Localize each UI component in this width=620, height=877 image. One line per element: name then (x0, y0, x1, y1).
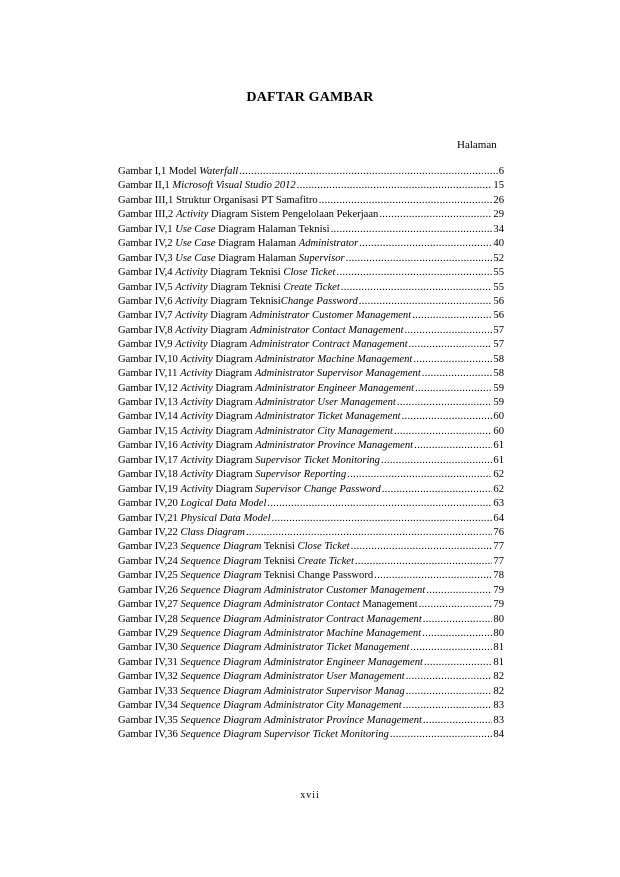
figure-label-italic: Administrator User Management (264, 671, 405, 683)
figure-label-italic: Sequence Diagram (180, 656, 262, 668)
figure-entry (118, 397, 504, 411)
dot-leader (423, 614, 493, 625)
figure-entry (118, 368, 504, 382)
figure-label (118, 614, 422, 625)
figure-label-italic: Activity (180, 483, 213, 495)
figure-label-text: Teknisi Change Password (261, 570, 374, 582)
figure-label-text: Diagram Halaman Teknisi (215, 223, 330, 235)
figure-label-italic: Create Ticket (297, 555, 354, 567)
figure-entry (118, 570, 504, 584)
figure-page-number: 62 (493, 483, 504, 495)
figure-page-number: 55 (493, 267, 504, 279)
figure-page-number: 29 (493, 209, 504, 221)
figure-label-italic: Administrator Customer Management (249, 310, 412, 322)
figure-entry (118, 513, 504, 527)
dot-leader (424, 657, 492, 668)
figure-label-text: Gambar IV,35 (118, 714, 181, 726)
figure-label-italic: Administrator Contact Management (249, 324, 404, 336)
figure-label-italic: Sequence Diagram (180, 599, 262, 611)
figure-label-italic: Administrator Machine Management (264, 628, 422, 639)
figure-label-italic: Activity (180, 425, 213, 437)
figure-entry (118, 484, 504, 498)
dot-leader (426, 585, 492, 596)
figure-entry (118, 556, 504, 570)
figure-label-text: Diagram Teknisi (207, 295, 281, 307)
figure-entry (118, 440, 504, 454)
figure-page-number: 76 (493, 526, 504, 538)
figure-label-text: Gambar IV,29 (118, 628, 181, 639)
figure-label-text: Gambar IV,11 (118, 368, 181, 380)
figure-label-text: Gambar IV,18 (118, 469, 181, 481)
dot-leader (267, 498, 492, 509)
figure-label-text: Gambar IV,16 (118, 440, 181, 452)
figure-label-text: Gambar IV,9 (118, 339, 176, 351)
figure-label (118, 368, 421, 379)
figure-label-italic: Waterfall (199, 166, 239, 177)
figure-entry (118, 224, 504, 238)
figure-label (118, 570, 373, 581)
figure-label-italic: Activity (175, 267, 208, 279)
figure-entry (118, 325, 504, 339)
figure-entry (118, 339, 504, 353)
figure-label-italic: Activity (180, 353, 213, 365)
figure-label-text: Gambar IV,7 (118, 310, 176, 322)
figure-label-italic: Sequence Diagram (180, 729, 262, 741)
figure-label-text: Diagram (212, 353, 256, 365)
dot-leader (239, 166, 497, 177)
figure-label-text: Gambar IV,12 (118, 382, 181, 394)
figure-label-text: Gambar IV,4 (118, 267, 176, 279)
figure-label (118, 585, 425, 596)
figure-label (118, 541, 350, 552)
dot-leader (346, 253, 493, 264)
figure-page-number: 59 (493, 382, 504, 394)
figure-label-text: Gambar IV,34 (118, 700, 181, 712)
figure-label-italic: Administrator User Management (255, 397, 396, 408)
figure-entry (118, 628, 504, 642)
figure-label-italic: Use Case (175, 238, 216, 250)
dot-leader (406, 671, 493, 682)
figure-page-number: 83 (493, 700, 504, 712)
figure-label-text: Diagram (212, 382, 256, 394)
figure-label (118, 166, 238, 177)
figure-page-number: 61 (493, 440, 504, 452)
figure-page-number: 58 (493, 368, 504, 380)
figure-page-number: 84 (493, 729, 504, 741)
dot-leader (423, 715, 492, 726)
figure-label-text: Gambar IV,2 (118, 238, 176, 250)
figure-label-italic: Sequence Diagram (180, 584, 262, 596)
figure-entry (118, 614, 504, 628)
figure-page-number: 78 (493, 570, 504, 582)
figure-label-italic: Sequence Diagram (180, 685, 262, 697)
figure-label (118, 642, 409, 653)
figure-entry (118, 469, 504, 483)
figure-label-text: Gambar II,1 (118, 180, 173, 192)
page-column-header: Halaman (457, 139, 497, 151)
figure-label-text: Gambar IV,21 (118, 512, 181, 524)
figure-label-text: Diagram (207, 339, 250, 351)
figure-entry (118, 238, 504, 252)
figure-label-italic: Microsoft Visual Studio 2012 (172, 180, 296, 192)
dot-leader (419, 599, 493, 610)
figure-label-text: Diagram (212, 454, 256, 466)
figure-label-italic: Activity (180, 382, 213, 394)
figure-entry (118, 455, 504, 469)
dot-leader (331, 224, 493, 235)
figure-label-italic: Activity (175, 324, 208, 336)
dot-leader (413, 354, 492, 365)
figure-label-text: Gambar IV,27 (118, 599, 181, 611)
figure-page-number: 79 (493, 584, 504, 596)
dot-leader (414, 440, 492, 451)
figure-label (118, 209, 378, 220)
figure-label-italic: Administrator Ticket Management (264, 642, 410, 654)
figure-label (118, 339, 408, 350)
dot-leader (394, 426, 492, 437)
dot-leader (337, 267, 493, 278)
figure-label-text: Gambar IV,32 (118, 671, 181, 683)
figure-label-italic: Sequence Diagram (180, 714, 262, 726)
figure-label (118, 383, 414, 394)
figure-label-italic: Sequence Diagram (180, 628, 262, 639)
figure-label-italic: Administrator Supervisor Manag (264, 685, 405, 697)
figure-label-text: Diagram (207, 310, 250, 322)
dot-leader (347, 469, 492, 480)
figure-label-text: Teknisi (261, 541, 298, 553)
dot-leader (422, 368, 493, 379)
figure-label-text: Management (359, 599, 418, 611)
figure-entry (118, 426, 504, 440)
figure-entry (118, 180, 504, 194)
figure-entry (118, 166, 504, 180)
figure-label-italic: Administrator Engineer Management (255, 382, 415, 394)
figure-entry (118, 527, 504, 541)
figure-label (118, 527, 245, 538)
figure-label-italic: Administrator (298, 238, 359, 250)
figure-label-italic: Activity (180, 368, 213, 380)
figure-label-italic: Use Case (175, 252, 216, 264)
figure-page-number: 52 (493, 252, 504, 264)
figure-label-text: Gambar IV,33 (118, 685, 181, 697)
figure-label-text: Gambar IV,24 (118, 555, 181, 567)
figure-label (118, 599, 418, 610)
figure-label-text: Gambar IV,25 (118, 570, 181, 582)
figure-label (118, 180, 296, 191)
figure-page-number: 82 (493, 685, 504, 697)
figure-label-text: Diagram Sistem Pengelolaan Pekerjaan (208, 209, 379, 221)
figure-entry (118, 296, 504, 310)
dot-leader (381, 455, 492, 466)
dot-leader (410, 642, 492, 653)
figure-label-text: Gambar IV,3 (118, 252, 176, 264)
figure-label-italic: Activity (175, 281, 208, 293)
figure-label (118, 224, 330, 235)
dot-leader (390, 729, 493, 740)
page-number: xvii (300, 790, 320, 801)
figure-entry (118, 541, 504, 555)
figure-entry (118, 715, 504, 729)
figure-label (118, 195, 318, 206)
figure-label (118, 310, 411, 321)
figure-label (118, 253, 345, 264)
dot-leader (355, 556, 492, 567)
figure-label-italic: Administrator City Management (264, 700, 402, 712)
figure-label-text: Gambar III,1 Struktur Organisasi PT Samafitro (118, 194, 318, 206)
figure-label (118, 455, 380, 466)
figure-label (118, 354, 412, 365)
figure-entry (118, 209, 504, 223)
figure-entry (118, 195, 504, 209)
figure-label-text: Diagram Teknisi (207, 267, 284, 279)
page-title: DAFTAR GAMBAR (246, 90, 374, 105)
figure-label-text: Teknisi (261, 555, 298, 567)
dot-leader (406, 686, 493, 697)
figure-label-italic: Administrator Contact (264, 599, 360, 611)
dot-leader (359, 296, 493, 307)
figure-label-italic: Supervisor Ticket Monitoring (264, 729, 389, 741)
figure-label-text: Gambar IV,14 (118, 411, 181, 423)
figure-page-number: 63 (493, 498, 504, 510)
figure-entry (118, 585, 504, 599)
figure-page-number: 58 (493, 353, 504, 365)
figure-entry (118, 354, 504, 368)
figure-label-italic: Close Ticket (283, 267, 336, 279)
figure-label-italic: Physical Data Model (180, 512, 271, 524)
figure-label-text: Gambar IV,26 (118, 584, 181, 596)
figure-label-italic: Activity (180, 469, 213, 481)
figure-label-text: Diagram Halaman (215, 238, 299, 250)
figure-label (118, 325, 404, 336)
figure-label-italic: Supervisor Ticket Monitoring (255, 454, 380, 466)
figure-label (118, 484, 381, 495)
figure-list (118, 166, 504, 744)
figure-label-italic: Supervisor Change Password (255, 483, 381, 495)
figure-label (118, 238, 358, 249)
figure-page-number: 77 (493, 541, 504, 553)
figure-page-number: 60 (493, 411, 504, 423)
figure-label-italic: Administrator City Management (255, 425, 393, 437)
dot-leader (374, 570, 492, 581)
figure-entry (118, 498, 504, 512)
figure-label (118, 700, 402, 711)
figure-label-text: Gambar IV,15 (118, 425, 181, 437)
dot-leader (246, 527, 492, 538)
figure-entry (118, 310, 504, 324)
figure-label-italic: Administrator Engineer Management (264, 656, 423, 668)
figure-label-text: Diagram (212, 425, 256, 437)
figure-label-text: Gambar IV,13 (118, 397, 181, 408)
figure-label-italic: Activity (180, 454, 213, 466)
figure-label-text: Gambar I,1 Model (118, 166, 200, 177)
dot-leader (405, 325, 493, 336)
figure-page-number: 40 (493, 238, 504, 250)
dot-leader (412, 310, 492, 321)
dot-leader (351, 541, 493, 552)
figure-label-italic: Activity (180, 440, 213, 452)
figure-page-number: 81 (493, 642, 504, 654)
dot-leader (409, 339, 493, 350)
figure-label-italic: Close Ticket (297, 541, 350, 553)
figure-label-text: Diagram Teknisi (207, 281, 284, 293)
figure-label-text: Diagram (212, 469, 256, 481)
figure-label-italic: Activity (180, 411, 213, 423)
figure-label (118, 657, 423, 668)
figure-label-italic: Activity (175, 310, 208, 322)
figure-label (118, 411, 401, 422)
figure-label-italic: Supervisor (298, 252, 345, 264)
figure-page-number: 59 (493, 397, 504, 408)
figure-page-number: 81 (493, 656, 504, 668)
figure-entry (118, 686, 504, 700)
figure-label-italic: Administrator Machine Management (255, 353, 413, 365)
figure-page-number: 64 (493, 512, 504, 524)
figure-label-italic: Sequence Diagram (180, 555, 262, 567)
figure-label-text: Gambar IV,19 (118, 483, 181, 495)
figure-label-italic: Activity (175, 209, 209, 221)
dot-leader (272, 513, 493, 524)
figure-entry (118, 282, 504, 296)
dot-leader (403, 700, 493, 711)
figure-label-italic: Administrator Supervisor Management (254, 368, 421, 380)
figure-entry (118, 253, 504, 267)
figure-label-italic: Sequence Diagram (180, 700, 262, 712)
figure-label (118, 498, 266, 509)
figure-page-number: 62 (493, 469, 504, 481)
figure-label-text: Gambar IV,10 (118, 353, 181, 365)
figure-label (118, 469, 346, 480)
figure-entry (118, 267, 504, 281)
figure-label-text: Gambar IV,36 (118, 729, 181, 741)
figure-page-number: 82 (493, 671, 504, 683)
figure-label-italic: Administrator Contract Management (249, 339, 408, 351)
figure-label-text: Gambar IV,20 (118, 498, 181, 510)
figure-label-italic: Administrator Contract Management (264, 613, 422, 625)
figure-label (118, 513, 271, 524)
figure-entry (118, 657, 504, 671)
dot-leader (319, 195, 493, 206)
figure-label (118, 671, 405, 682)
figure-page-number: 77 (493, 555, 504, 567)
figure-label-italic: Logical Data Model (180, 498, 267, 510)
figure-label-italic: Supervisor Reporting (255, 469, 347, 481)
figure-label-italic: Class Diagram (180, 526, 245, 538)
figure-label-italic: Use Case (175, 223, 216, 235)
figure-label (118, 729, 389, 740)
figure-label-text: Gambar IV,23 (118, 541, 181, 553)
figure-label-text: Diagram (212, 368, 255, 380)
figure-page-number: 57 (493, 324, 504, 336)
figure-label-italic: Administrator Customer Management (264, 584, 426, 596)
figure-label-italic: Sequence Diagram (180, 671, 262, 683)
figure-label (118, 296, 358, 307)
figure-label-text: Gambar IV,5 (118, 281, 176, 293)
figure-label-text: Gambar IV,31 (118, 656, 181, 668)
figure-page-number: 57 (493, 339, 504, 351)
figure-page-number: 83 (493, 714, 504, 726)
figure-label-text: Diagram Halaman (215, 252, 299, 264)
figure-label (118, 440, 413, 451)
figure-label-italic: Administrator Province Management (255, 440, 414, 452)
dot-leader (379, 209, 492, 220)
figure-page-number: 61 (493, 454, 504, 466)
figure-label-text: Diagram (207, 324, 250, 336)
figure-label (118, 397, 396, 408)
figure-page-number: 80 (493, 628, 504, 639)
figure-label-italic: Activity (180, 397, 213, 408)
figure-page-number: 60 (493, 425, 504, 437)
figure-label-italic: Sequence Diagram (180, 642, 262, 654)
figure-page-number: 55 (493, 281, 504, 293)
figure-entry (118, 671, 504, 685)
figure-label-italic: Activity (175, 295, 208, 307)
figure-label-text: Gambar IV,22 (118, 526, 181, 538)
figure-page-number: 56 (493, 310, 504, 322)
figure-label-italic: Sequence Diagram (180, 613, 262, 625)
figure-label-text: Gambar III,2 (118, 209, 176, 221)
figure-label-text: Gambar IV,1 (118, 223, 176, 235)
figure-label (118, 628, 421, 639)
dot-leader (415, 383, 492, 394)
figure-label (118, 426, 393, 437)
figure-label-italic: Activity (175, 339, 208, 351)
figure-label-italic: Sequence Diagram (180, 570, 262, 582)
dot-leader (397, 397, 493, 408)
figure-label-italic: Administrator Ticket Management (255, 411, 401, 423)
figure-label-italic: Change Password (280, 295, 358, 307)
figure-label-text: Gambar IV,8 (118, 324, 176, 336)
figure-label-text: Gambar IV,28 (118, 613, 181, 625)
figure-label-text: Diagram (212, 440, 256, 452)
dot-leader (402, 411, 493, 422)
figure-label (118, 556, 354, 567)
figure-page-number: 79 (493, 599, 504, 611)
figure-page-number: 80 (493, 613, 504, 625)
figure-label-italic: Sequence Diagram (180, 541, 262, 553)
figure-page-number: 34 (493, 223, 504, 235)
figure-entry (118, 700, 504, 714)
figure-label-text: Diagram (212, 397, 256, 408)
figure-entry (118, 599, 504, 613)
figure-label-italic: Create Ticket (283, 281, 340, 293)
figure-label-text: Diagram (212, 411, 256, 423)
figure-label-text: Gambar IV,17 (118, 454, 181, 466)
figure-page-number: 26 (493, 194, 504, 206)
figure-label-text: Gambar IV,6 (118, 295, 176, 307)
figure-page-number: 15 (493, 180, 504, 192)
figure-label-italic: Administrator Province Management (264, 714, 422, 726)
figure-page-number: 56 (493, 295, 504, 307)
dot-leader (341, 282, 493, 293)
figure-entry (118, 729, 504, 743)
dot-leader (359, 238, 492, 249)
dot-leader (422, 628, 492, 639)
dot-leader (297, 180, 493, 191)
figure-entry (118, 411, 504, 425)
figure-label (118, 282, 340, 293)
figure-label-text: Diagram (212, 483, 256, 495)
dot-leader (382, 484, 493, 495)
figure-label-text: Gambar IV,30 (118, 642, 181, 654)
figure-page-number: 6 (498, 166, 504, 177)
figure-label (118, 267, 336, 278)
figure-label (118, 715, 422, 726)
figure-label (118, 686, 405, 697)
figure-entry (118, 383, 504, 397)
figure-entry (118, 642, 504, 656)
